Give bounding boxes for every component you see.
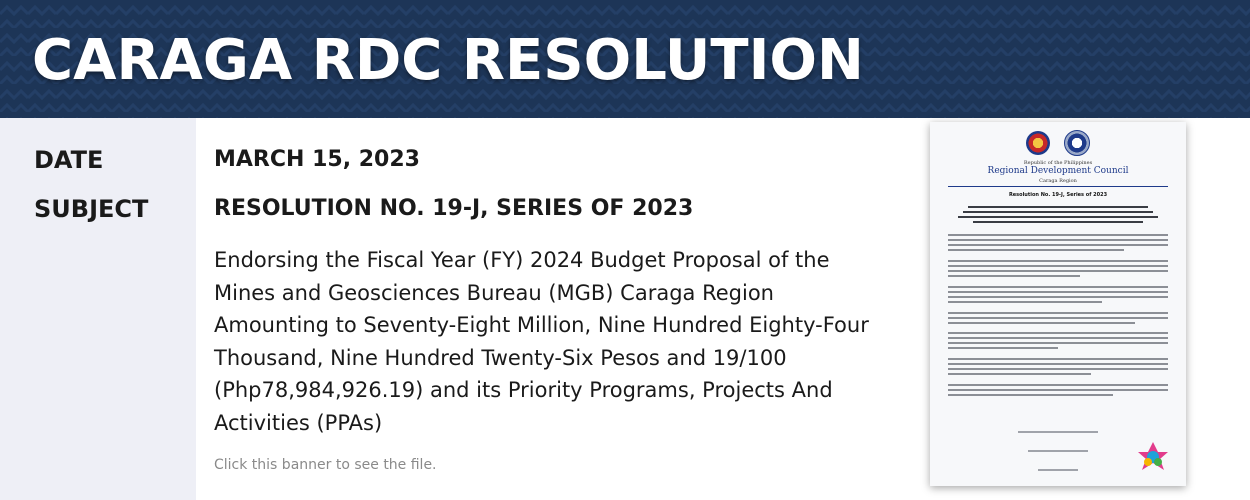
doc-resolution-no: Resolution No. 19-J, Series of 2023 <box>1008 192 1108 198</box>
doc-logos <box>930 130 1186 156</box>
philippine-seal-icon <box>1026 131 1050 155</box>
doc-body-lines-3 <box>948 286 1168 306</box>
doc-republic: Republic of the Philippines <box>1023 160 1093 166</box>
doc-rule <box>948 186 1168 187</box>
doc-body-lines-5 <box>948 332 1168 352</box>
document-thumbnail[interactable] <box>930 122 1186 486</box>
doc-body-lines-2 <box>948 260 1168 280</box>
doc-heading-lines <box>948 206 1168 226</box>
resolution-description: Endorsing the Fiscal Year (FY) 2024 Budget Proposal of the Mines and Geosciences Bureau (MGB) Caraga Region Amounting to Seventy-Eight Million, Nine Hundred Eighty-Four Thousand, Nine Hundred Twenty-Six Pesos and 19/100 (Php78,984,926.19) and its Priority Programs, Projects And Activities (PPAs) <box>214 248 869 435</box>
date-value: MARCH 15, 2023 <box>214 147 420 172</box>
label-panel <box>0 118 196 500</box>
click-note[interactable]: Click this banner to see the file. <box>214 457 437 473</box>
banner-header[interactable] <box>0 0 1250 118</box>
doc-region: Caraga Region <box>1039 178 1077 184</box>
doc-body-lines-6 <box>948 358 1168 378</box>
banner-title: CARAGA RDC RESOLUTION <box>32 28 864 93</box>
doc-council: Regional Development Council <box>987 166 1129 176</box>
date-label: DATE <box>34 146 104 174</box>
subject-label: SUBJECT <box>34 195 149 223</box>
subject-value: RESOLUTION NO. 19-J, SERIES OF 2023 <box>214 196 694 221</box>
doc-body-lines-1 <box>948 234 1168 254</box>
doc-body-lines-4 <box>948 312 1168 327</box>
rdc-seal-icon <box>1064 130 1090 156</box>
doc-footer <box>930 419 1186 476</box>
doc-body-lines-7 <box>948 384 1168 399</box>
